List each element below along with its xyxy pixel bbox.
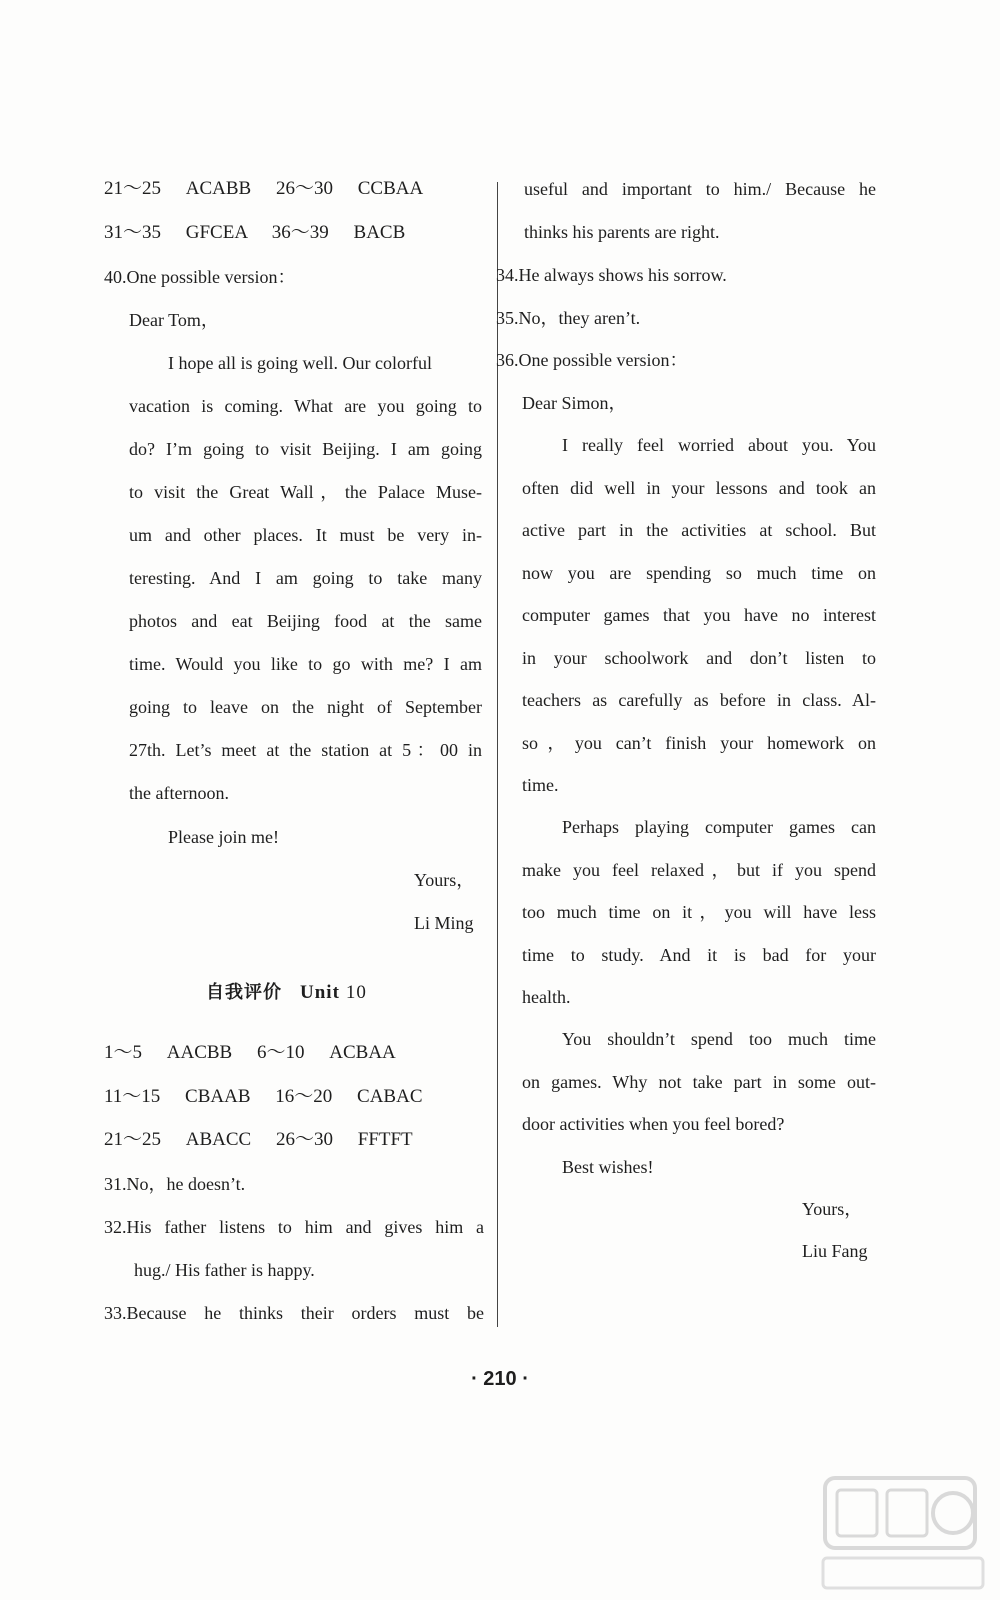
answer-33-cont: useful and important to him./ Because he xyxy=(524,179,876,199)
answer-range: 31～35 xyxy=(104,222,162,243)
answer-31: 31.No，he doesn’t. xyxy=(104,1174,246,1194)
letter-line: I hope all is going well. Our colorful xyxy=(168,353,432,373)
letter-line: I really feel worried about you. You xyxy=(562,435,876,455)
letter-line: do? I’m going to visit Beijing. I am going xyxy=(129,439,482,459)
answer-letters: ACABB xyxy=(185,178,252,199)
answer-range: 16～20 xyxy=(275,1086,333,1107)
letter-line: Perhaps playing computer games can xyxy=(562,817,876,837)
answer-range: 26～30 xyxy=(275,178,333,199)
answer-35: 35.No，they aren’t. xyxy=(496,308,641,328)
letter-line: the afternoon. xyxy=(129,783,229,803)
letter-line: going to leave on the night of September xyxy=(129,697,482,717)
letter-line: um and other places. It must be very in- xyxy=(129,525,482,545)
answer-range: 21～25 xyxy=(104,178,162,199)
letter-line: Best wishes! xyxy=(562,1157,654,1177)
letter-line: now you are spending so much time on xyxy=(522,563,876,583)
letter-line: time. Would you like to go with me? I am xyxy=(129,654,482,674)
letter-line: often did well in your lessons and took an xyxy=(522,478,876,498)
letter-line: computer games that you have no interest xyxy=(522,605,876,625)
answer-range: 26～30 xyxy=(275,1129,333,1150)
answer-letters: FFTFT xyxy=(357,1129,413,1150)
answer-letters: BACB xyxy=(353,222,406,243)
letter-greeting: Dear Tom， xyxy=(129,310,219,330)
answer-letters: CCBAA xyxy=(357,178,424,199)
letter-line: in your schoolwork and don’t listen to xyxy=(522,648,876,668)
section-heading-unit-number: 10 xyxy=(345,982,367,1003)
letter-line: door activities when you feel bored? xyxy=(522,1114,785,1134)
letter-line: too much time on it，you will have less xyxy=(522,902,876,922)
answer-range: 11～15 xyxy=(104,1086,161,1107)
letter-line: to visit the Great Wall，the Palace Muse- xyxy=(129,482,482,502)
letter-line: make you feel relaxed，but if you spend xyxy=(522,860,876,880)
letter-line: on games. Why not take part in some out- xyxy=(522,1072,876,1092)
answer-34: 34.He always shows his sorrow. xyxy=(496,265,727,285)
question-label: 40.One possible version： xyxy=(104,267,296,287)
answer-letters: CBAAB xyxy=(185,1086,251,1107)
answer-range: 21～25 xyxy=(104,1129,162,1150)
answer-letters: AACBB xyxy=(166,1042,233,1063)
letter-line: 27th. Let’s meet at the station at 5：00 in xyxy=(129,740,482,760)
answer-letters: ACBAA xyxy=(329,1042,396,1063)
answer-32-cont: hug./ His father is happy. xyxy=(134,1260,315,1280)
letter-line: teachers as carefully as before in class. Al- xyxy=(522,690,876,710)
answer-33: 33.Because he thinks their orders must be xyxy=(104,1303,484,1323)
letter-sign-off: Yours， xyxy=(414,870,475,890)
letter-line: active part in the activities at school. But xyxy=(522,520,876,540)
letter-line: vacation is coming. What are you going to xyxy=(129,396,482,416)
letter-signature: Liu Fang xyxy=(802,1241,868,1261)
letter-sign-off: Yours， xyxy=(802,1199,863,1219)
answer-32: 32.His father listens to him and gives him a xyxy=(104,1217,484,1237)
answer-range: 6～10 xyxy=(256,1042,305,1063)
letter-line: so，you can’t finish your homework on xyxy=(522,733,876,753)
letter-greeting: Dear Simon， xyxy=(522,393,627,413)
page-number: · 210 · xyxy=(471,1368,529,1390)
answer-range: 1～5 xyxy=(104,1042,143,1063)
answer-letters: ABACC xyxy=(185,1129,252,1150)
letter-line: time to study. And it is bad for your xyxy=(522,945,876,965)
answer-letters: GFCEA xyxy=(185,222,248,243)
letter-line: teresting. And I am going to take many xyxy=(129,568,482,588)
letter-line: health. xyxy=(522,987,571,1007)
section-heading-chinese: 自我评价 xyxy=(206,982,282,1003)
letter-closing: Please join me! xyxy=(168,827,279,847)
section-heading-unit: Unit xyxy=(300,982,340,1003)
site-watermark-logo xyxy=(815,1470,990,1595)
answer-letters: CABAC xyxy=(357,1086,423,1107)
question-label: 36.One possible version： xyxy=(496,350,688,370)
letter-line: time. xyxy=(522,775,559,795)
letter-signature: Li Ming xyxy=(414,913,474,933)
answer-33-cont: thinks his parents are right. xyxy=(524,222,720,242)
answer-range: 36～39 xyxy=(271,222,329,243)
letter-line: photos and eat Beijing food at the same xyxy=(129,611,482,631)
letter-line: You shouldn’t spend too much time xyxy=(562,1029,876,1049)
